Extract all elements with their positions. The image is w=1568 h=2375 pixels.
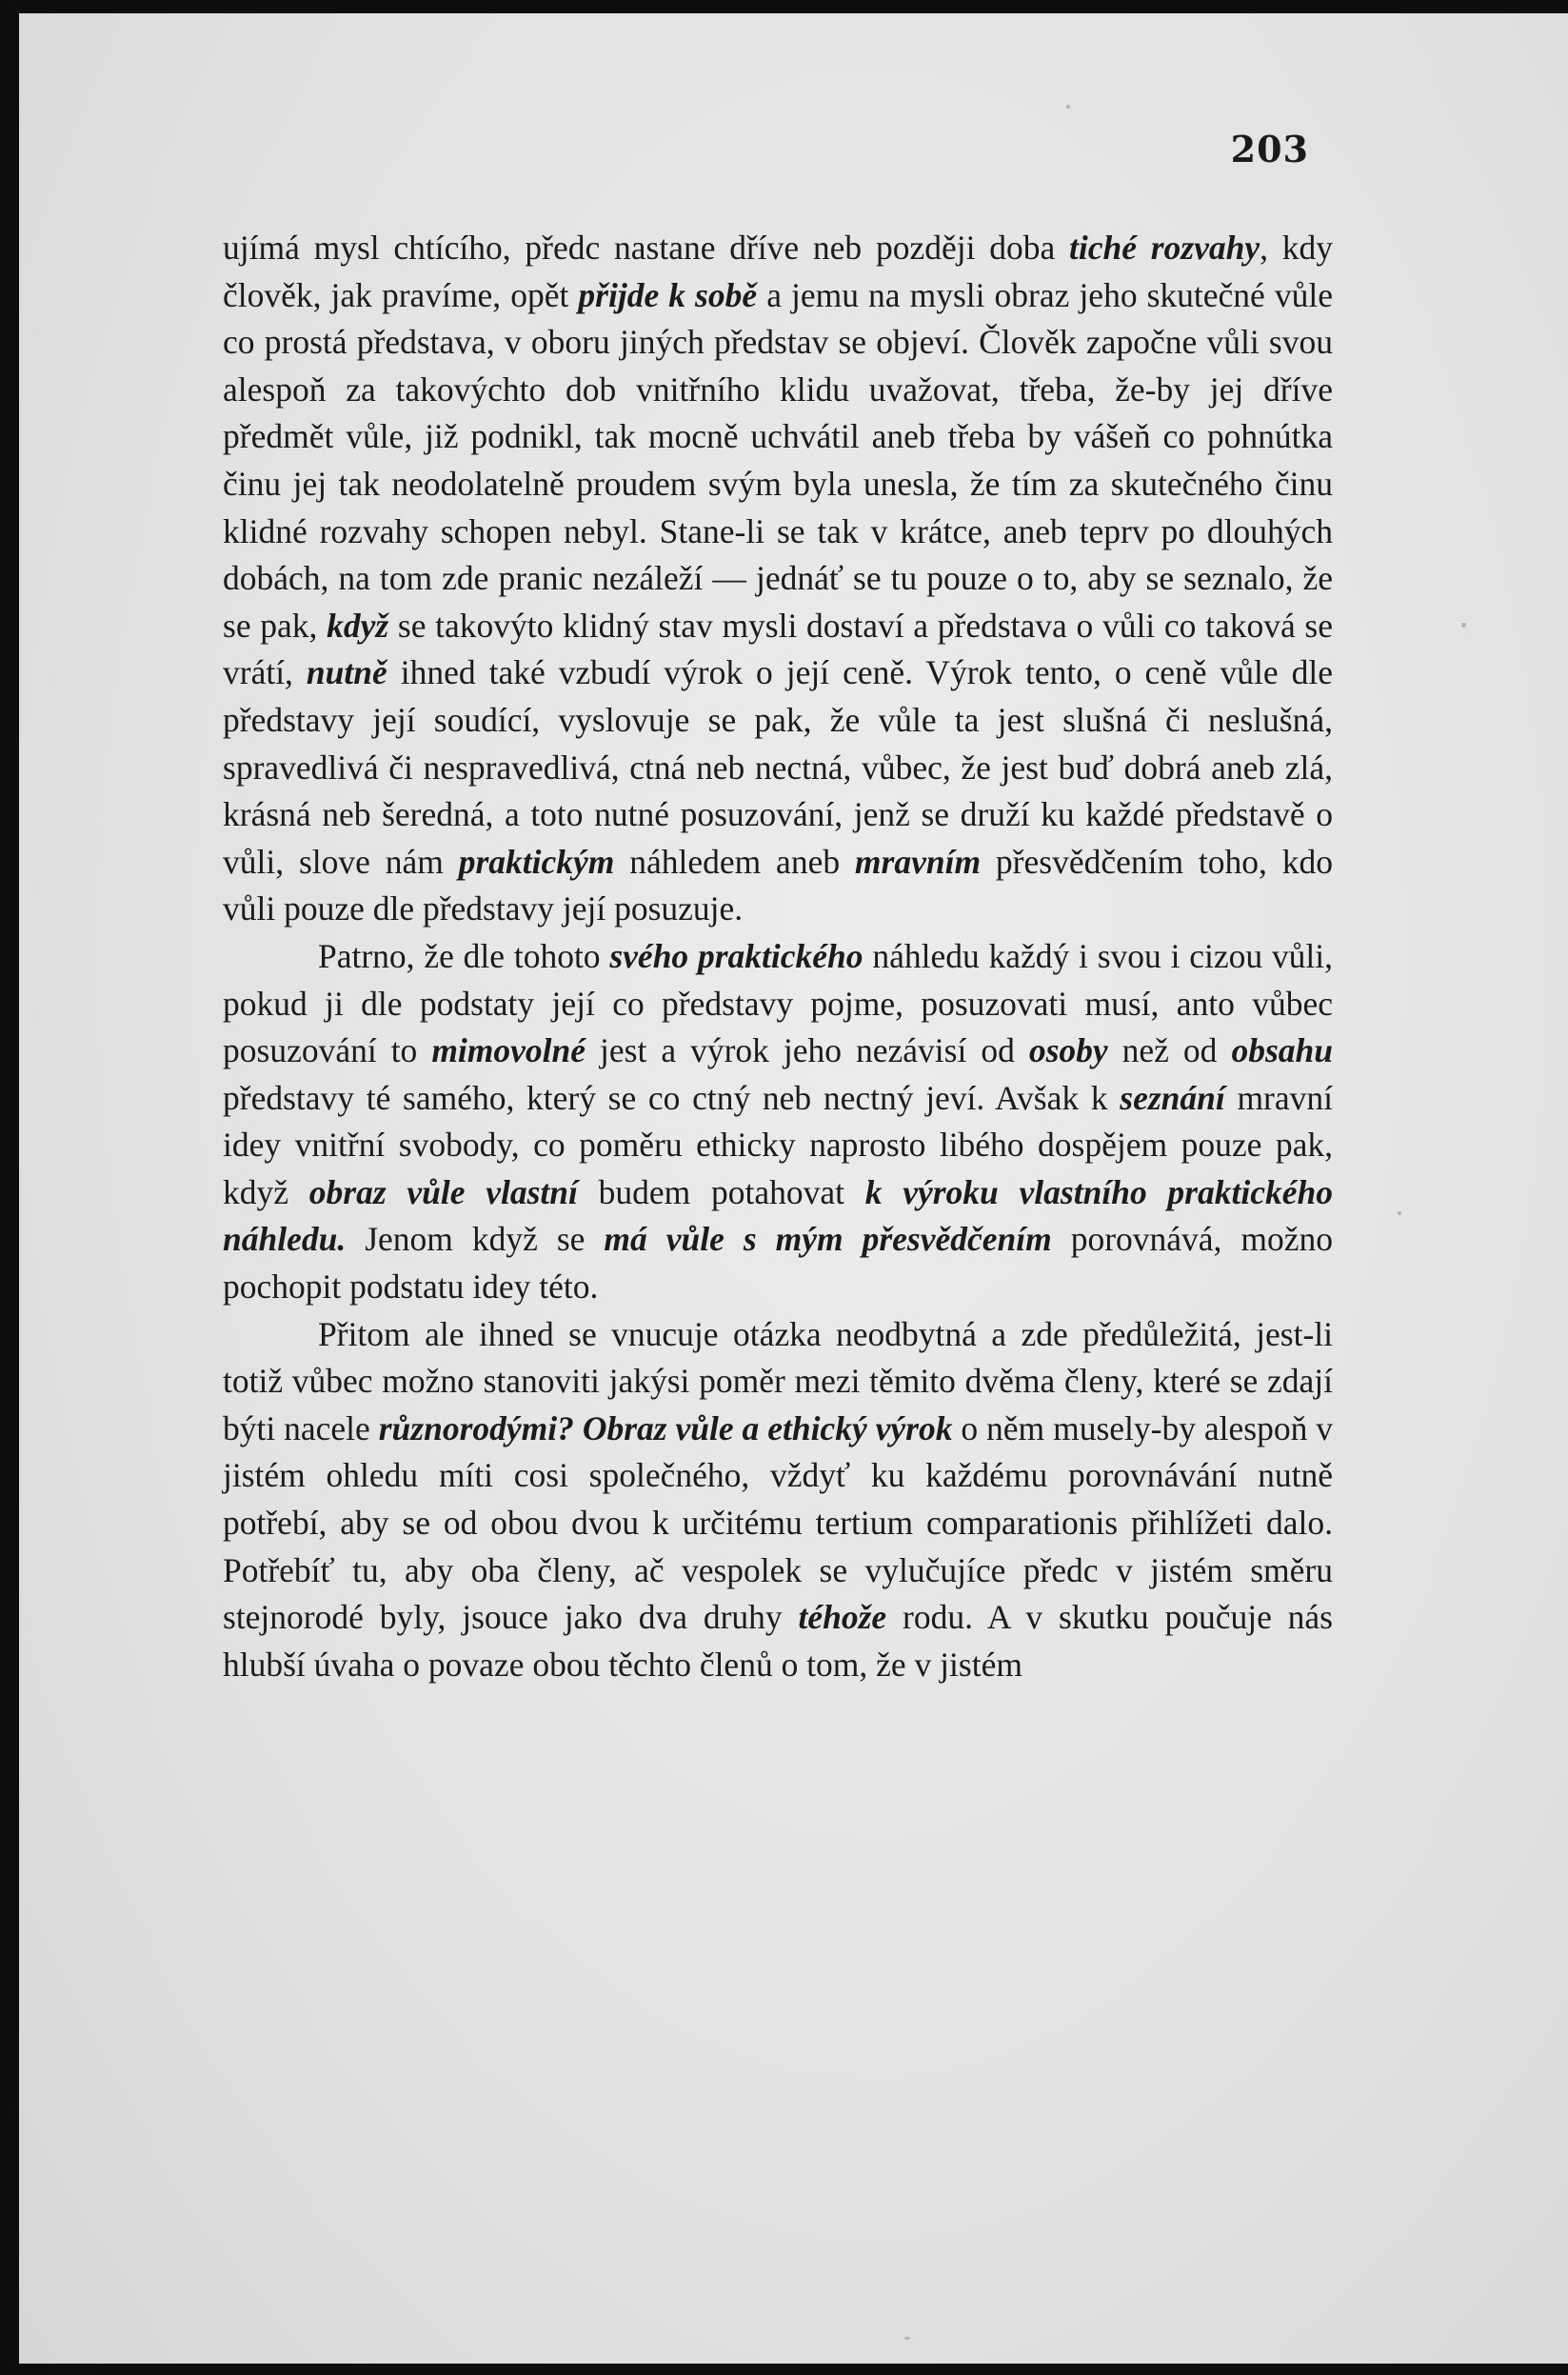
emphasis-text: mimovolné bbox=[431, 1031, 586, 1070]
text-run: než od bbox=[1107, 1031, 1232, 1070]
body-text bbox=[223, 225, 1333, 1688]
text-run: se takovýto klidný stav mysli dostaví a představa o vůli co taková se vrátí, bbox=[223, 606, 1333, 692]
emphasis-text: mravním bbox=[854, 842, 982, 881]
emphasis-text: svého praktického bbox=[609, 936, 863, 975]
text-run: Jenom když se bbox=[346, 1220, 605, 1259]
text-run: přesvědčením toho, kdo vůli pouze dle představy její posuzuje. bbox=[223, 842, 1333, 928]
text-run: porovnává, možno pochopit podstatu idey této. bbox=[223, 1220, 1333, 1307]
emphasis-text: má vůle s mým přesvědčením bbox=[604, 1220, 1052, 1259]
emphasis-text: různorodými? bbox=[378, 1408, 574, 1447]
text-run: Patrno, že dle tohoto bbox=[318, 936, 610, 975]
emphasis-text: nutně bbox=[306, 653, 387, 692]
paragraph bbox=[223, 933, 1333, 1311]
paper-sheet bbox=[19, 13, 1568, 2364]
scan-speck bbox=[904, 2337, 910, 2340]
paragraph bbox=[223, 225, 1333, 933]
emphasis-text: tiché rozvahy bbox=[1068, 229, 1260, 267]
emphasis-text: obsahu bbox=[1231, 1031, 1333, 1070]
text-run: náhledem aneb bbox=[614, 842, 855, 881]
text-run: ujímá mysl chtícího, předc nastane dříve neb později doba bbox=[223, 229, 1069, 267]
text-run: , kdy člověk, jak pravíme, opět bbox=[223, 229, 1333, 314]
text-run: mravní idey vnitřní svobody, co poměru ethicky naprosto libého dospějem pouze pak, když bbox=[223, 1078, 1333, 1211]
emphasis-text: obraz vůle vlastní bbox=[308, 1172, 578, 1211]
text-run: jest a výrok jeho nezávisí od bbox=[586, 1031, 1029, 1070]
text-run: představy té samého, který se co ctný neb nectný jeví. Avšak k bbox=[223, 1078, 1121, 1117]
text-run: o něm musely-by alespoň v jistém ohledu míti cosi společného, vždyť ku každému porovnávání nutně potřebí, aby se od obou dvou k určitému tertium comparationis přihlížeti dalo. Potřebíť tu, aby oba členy, ač vespolek se vylučujíce předc v jistém směru stejnorodé byly, jsouce jako dva druhy bbox=[223, 1408, 1333, 1637]
emphasis-text: Obraz vůle a ethický výrok bbox=[582, 1408, 953, 1447]
emphasis-text: téhože bbox=[798, 1598, 887, 1637]
emphasis-text: když bbox=[327, 606, 389, 645]
scan-speck bbox=[1398, 1211, 1401, 1215]
text-run: rodu. A v skutku poučuje nás hlubší úvaha o povaze obou těchto členů o tom, že v jistém bbox=[223, 1598, 1333, 1684]
text-run: budem potahovat bbox=[577, 1172, 865, 1211]
paragraph bbox=[223, 1311, 1333, 1689]
text-run: náhledu každý i svou i cizou vůli, pokud ji dle podstaty její co představy pojme, posuzovati musí, anto vůbec posuzování to bbox=[223, 936, 1333, 1070]
text-run: Přitom ale ihned se vnucuje otázka neodbytná a zde předůležitá, jest-li totiž vůbec možno stanoviti jakýsi poměr mezi těmito dvěma členy, které se zdají býti nacele bbox=[223, 1314, 1333, 1447]
emphasis-text: přijde k sobě bbox=[578, 275, 758, 314]
emphasis-text: seznání bbox=[1120, 1078, 1225, 1117]
emphasis-text: osoby bbox=[1028, 1031, 1108, 1070]
text-run: a jemu na mysli obraz jeho skutečné vůle co prostá představa, v oboru jiných představ se objeví. Člověk započne vůli svou alespoň za takovýchto dob vnitřního klidu uvažovat, třeba, že-by jej dříve předmět vůle, již podnikl, tak mocně uchvátil aneb třeba by vášeň co pohnútka činu jej tak neodolatelně proudem svým byla unesla, že tím za skutečného činu klidné rozvahy schopen nebyl. Stane-li se tak v krátce, aneb teprv po dlouhých dobách, na tom zde pranic nezáleží — jednáť se tu pouze o to, aby se seznalo, že se pak, bbox=[223, 275, 1333, 645]
emphasis-text: k výroku vlastního praktického náhledu. bbox=[223, 1172, 1333, 1259]
text-run: ihned také vzbudí výrok o její ceně. Výrok tento, o ceně vůle dle představy její soudící, vyslovuje se pak, že vůle ta jest slušná či neslušná, spravedlivá či nespravedlivá, ctná neb nectná, vůbec, že jest buď dobrá aneb zlá, krásná neb šeredná, a toto nutné posuzování, jenž se druží ku každé představě o vůli, slove nám bbox=[223, 653, 1333, 881]
scan-speck bbox=[1461, 623, 1466, 628]
scan-speck bbox=[1066, 105, 1070, 109]
text-run bbox=[574, 1409, 583, 1447]
emphasis-text: praktickým bbox=[458, 842, 615, 881]
page-number: 203 bbox=[1230, 128, 1309, 170]
